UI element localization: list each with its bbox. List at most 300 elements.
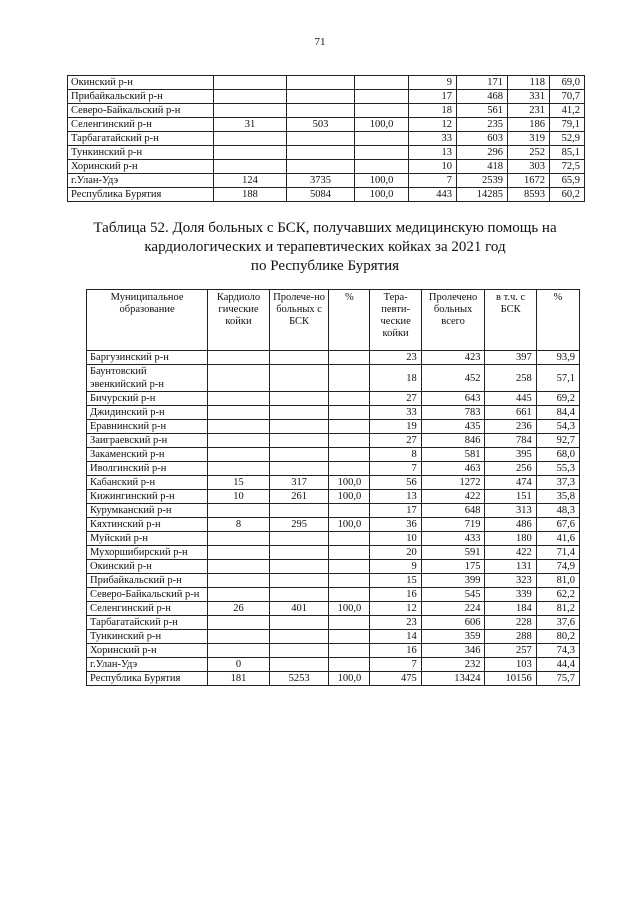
table-cell: 37,6 bbox=[536, 616, 579, 630]
column-header: Тера-певти-ческие койки bbox=[370, 290, 421, 351]
table-cell: 295 bbox=[269, 518, 329, 532]
table-cell: 7 bbox=[370, 462, 421, 476]
table-row bbox=[68, 90, 585, 104]
table-cell bbox=[287, 104, 355, 118]
table-cell: 181 bbox=[208, 672, 270, 686]
table-cell bbox=[214, 90, 287, 104]
column-header: Кардиоло гические койки bbox=[208, 290, 270, 351]
table-cell: 303 bbox=[508, 160, 550, 174]
table-cell bbox=[269, 532, 329, 546]
table-row bbox=[68, 76, 585, 90]
table-row bbox=[87, 616, 580, 630]
row-label-cell: Иволгинский р-н bbox=[87, 462, 208, 476]
row-label-cell: Мухоршибирский р-н bbox=[87, 546, 208, 560]
table-cell: 8593 bbox=[508, 188, 550, 202]
table-row bbox=[87, 672, 580, 686]
table-cell: 235 bbox=[457, 118, 508, 132]
table-cell: 62,2 bbox=[536, 588, 579, 602]
table-cell: 5084 bbox=[287, 188, 355, 202]
table-row bbox=[87, 574, 580, 588]
row-label-cell: Тункинский р-н bbox=[68, 146, 214, 160]
table-cell: 14 bbox=[370, 630, 421, 644]
table-cell: 93,9 bbox=[536, 351, 579, 365]
table-cell: 79,1 bbox=[550, 118, 585, 132]
table-cell: 18 bbox=[370, 365, 421, 392]
page-number: 71 bbox=[314, 36, 326, 48]
table-cell bbox=[329, 560, 370, 574]
row-label-cell: Кабанский р-н bbox=[87, 476, 208, 490]
table-cell: 68,0 bbox=[536, 448, 579, 462]
table-cell bbox=[355, 146, 409, 160]
table-cell: 1272 bbox=[421, 476, 485, 490]
table-row bbox=[68, 188, 585, 202]
table-cell: 784 bbox=[485, 434, 536, 448]
table-cell: 224 bbox=[421, 602, 485, 616]
table-cell: 100,0 bbox=[355, 118, 409, 132]
table-cell: 1672 bbox=[508, 174, 550, 188]
table-cell bbox=[208, 351, 270, 365]
table-cell bbox=[329, 574, 370, 588]
table-cell: 486 bbox=[485, 518, 536, 532]
table-cell: 418 bbox=[457, 160, 508, 174]
table-cell: 7 bbox=[370, 658, 421, 672]
table-cell: 468 bbox=[457, 90, 508, 104]
table-cell: 474 bbox=[485, 476, 536, 490]
table-cell bbox=[329, 658, 370, 672]
table-cell: 20 bbox=[370, 546, 421, 560]
table-cell: 445 bbox=[485, 392, 536, 406]
table-cell: 257 bbox=[485, 644, 536, 658]
table-cell bbox=[287, 90, 355, 104]
table-cell: 228 bbox=[485, 616, 536, 630]
table-cell bbox=[329, 504, 370, 518]
table-cell: 70,7 bbox=[550, 90, 585, 104]
row-label-cell: Тарбагатайский р-н bbox=[87, 616, 208, 630]
table-cell: 52,9 bbox=[550, 132, 585, 146]
row-label-cell: Курумканский р-н bbox=[87, 504, 208, 518]
table-cell bbox=[208, 644, 270, 658]
table-cell bbox=[329, 365, 370, 392]
table-cell: 399 bbox=[421, 574, 485, 588]
table-cell: 288 bbox=[485, 630, 536, 644]
caption-line-2: кардиологических и терапевтических койках за 2021 год bbox=[144, 239, 506, 255]
table-cell: 41,2 bbox=[550, 104, 585, 118]
table-cell: 401 bbox=[269, 602, 329, 616]
table-cell bbox=[329, 406, 370, 420]
table-cell bbox=[269, 504, 329, 518]
table-cell: 188 bbox=[214, 188, 287, 202]
table-cell bbox=[269, 588, 329, 602]
table-header-row bbox=[87, 290, 580, 351]
table-cell bbox=[214, 132, 287, 146]
table-cell bbox=[269, 644, 329, 658]
row-label-cell: Республика Бурятия bbox=[68, 188, 214, 202]
table-cell bbox=[329, 546, 370, 560]
table-cell: 171 bbox=[457, 76, 508, 90]
table-cell: 13 bbox=[409, 146, 457, 160]
table-cell: 186 bbox=[508, 118, 550, 132]
row-label-cell: Бичурский р-н bbox=[87, 392, 208, 406]
row-label-cell: Тункинский р-н bbox=[87, 630, 208, 644]
table-cell: 339 bbox=[485, 588, 536, 602]
table-cell bbox=[287, 146, 355, 160]
table-cell: 7 bbox=[409, 174, 457, 188]
table-cell bbox=[208, 574, 270, 588]
table-cell bbox=[329, 392, 370, 406]
table-cell bbox=[355, 104, 409, 118]
table-cell bbox=[208, 560, 270, 574]
table-cell: 261 bbox=[269, 490, 329, 504]
table-cell: 44,4 bbox=[536, 658, 579, 672]
table-cell: 100,0 bbox=[329, 476, 370, 490]
caption-line-3: по Республике Бурятия bbox=[250, 258, 400, 274]
table-cell: 603 bbox=[457, 132, 508, 146]
table-cell: 23 bbox=[370, 616, 421, 630]
table-cell: 67,6 bbox=[536, 518, 579, 532]
table-cell: 296 bbox=[457, 146, 508, 160]
table-cell: 232 bbox=[421, 658, 485, 672]
table-cell: 606 bbox=[421, 616, 485, 630]
column-header: Пролечено больных всего bbox=[421, 290, 485, 351]
table-row bbox=[68, 146, 585, 160]
table-cell: 35,8 bbox=[536, 490, 579, 504]
table-cell: 331 bbox=[508, 90, 550, 104]
row-label-cell: Закаменский р-н bbox=[87, 448, 208, 462]
table-cell: 100,0 bbox=[355, 188, 409, 202]
table-row bbox=[87, 630, 580, 644]
row-label-cell: Еравнинский р-н bbox=[87, 420, 208, 434]
table-cell: 13 bbox=[370, 490, 421, 504]
row-label-cell: Тарбагатайский р-н bbox=[68, 132, 214, 146]
table-cell bbox=[329, 644, 370, 658]
table-cell: 8 bbox=[370, 448, 421, 462]
table-cell bbox=[269, 574, 329, 588]
table-row bbox=[87, 560, 580, 574]
row-label-cell: Кяхтинский р-н bbox=[87, 518, 208, 532]
table-cell bbox=[329, 462, 370, 476]
table-cell: 57,1 bbox=[536, 365, 579, 392]
table-cell: 100,0 bbox=[329, 518, 370, 532]
table-caption bbox=[60, 219, 590, 276]
table-cell: 131 bbox=[485, 560, 536, 574]
table-cell: 783 bbox=[421, 406, 485, 420]
table-row bbox=[87, 490, 580, 504]
table-cell: 359 bbox=[421, 630, 485, 644]
table-cell bbox=[269, 616, 329, 630]
column-header: Муниципальное образование bbox=[87, 290, 208, 351]
table-row bbox=[87, 392, 580, 406]
table-cell: 463 bbox=[421, 462, 485, 476]
table-cell: 19 bbox=[370, 420, 421, 434]
table-cell: 69,0 bbox=[550, 76, 585, 90]
row-label-cell: Прибайкальский р-н bbox=[87, 574, 208, 588]
table-row bbox=[68, 104, 585, 118]
table-cell: 397 bbox=[485, 351, 536, 365]
table-cell bbox=[269, 560, 329, 574]
row-label-cell: Муйский р-н bbox=[87, 532, 208, 546]
table-cell: 545 bbox=[421, 588, 485, 602]
table-row bbox=[68, 118, 585, 132]
table-cell: 54,3 bbox=[536, 420, 579, 434]
table-cell: 84,4 bbox=[536, 406, 579, 420]
table-row bbox=[87, 462, 580, 476]
table-cell bbox=[208, 532, 270, 546]
table-cell bbox=[269, 546, 329, 560]
table-cell: 100,0 bbox=[355, 174, 409, 188]
table-row bbox=[87, 406, 580, 420]
table-cell: 100,0 bbox=[329, 602, 370, 616]
table-cell: 346 bbox=[421, 644, 485, 658]
table-cell: 118 bbox=[508, 76, 550, 90]
row-label-cell: Селенгинский р-н bbox=[68, 118, 214, 132]
table-cell: 433 bbox=[421, 532, 485, 546]
table-cell: 31 bbox=[214, 118, 287, 132]
table-cell: 591 bbox=[421, 546, 485, 560]
column-header: в т.ч. с БСК bbox=[485, 290, 536, 351]
table-cell bbox=[269, 420, 329, 434]
table-cell: 41,6 bbox=[536, 532, 579, 546]
table-cell bbox=[214, 160, 287, 174]
table-cell bbox=[269, 365, 329, 392]
column-header: % bbox=[329, 290, 370, 351]
row-label-cell: Окинский р-н bbox=[87, 560, 208, 574]
table-cell: 256 bbox=[485, 462, 536, 476]
table-cell: 23 bbox=[370, 351, 421, 365]
table-cell bbox=[269, 406, 329, 420]
row-label-cell: Кижингинский р-н bbox=[87, 490, 208, 504]
table-cell bbox=[355, 160, 409, 174]
table-cell bbox=[329, 588, 370, 602]
table-cell: 8 bbox=[208, 518, 270, 532]
table-cell bbox=[287, 132, 355, 146]
table-cell bbox=[269, 658, 329, 672]
row-label-cell: Баргузинский р-н bbox=[87, 351, 208, 365]
table-cell: 74,3 bbox=[536, 644, 579, 658]
table-cell: 2539 bbox=[457, 174, 508, 188]
row-label-cell: Северо-Байкальский р-н bbox=[68, 104, 214, 118]
table-row bbox=[87, 532, 580, 546]
table-cell: 100,0 bbox=[329, 672, 370, 686]
table-cell bbox=[329, 630, 370, 644]
table-cell: 151 bbox=[485, 490, 536, 504]
table-cell bbox=[208, 546, 270, 560]
table-row bbox=[87, 518, 580, 532]
table-cell bbox=[269, 448, 329, 462]
row-label-cell: Хоринский р-н bbox=[68, 160, 214, 174]
table-cell: 175 bbox=[421, 560, 485, 574]
table-cell bbox=[214, 104, 287, 118]
table-cell: 16 bbox=[370, 644, 421, 658]
table-cell: 14285 bbox=[457, 188, 508, 202]
table-cell: 85,1 bbox=[550, 146, 585, 160]
table-cell: 643 bbox=[421, 392, 485, 406]
table-cell bbox=[329, 532, 370, 546]
table-cell bbox=[355, 90, 409, 104]
table-cell bbox=[355, 76, 409, 90]
table-cell: 72,5 bbox=[550, 160, 585, 174]
table-row bbox=[87, 504, 580, 518]
table-cell bbox=[269, 351, 329, 365]
row-label-cell: Прибайкальский р-н bbox=[68, 90, 214, 104]
table-cell bbox=[269, 462, 329, 476]
row-label-cell: Заиграевский р-н bbox=[87, 434, 208, 448]
table-row bbox=[87, 351, 580, 365]
table-cell: 9 bbox=[370, 560, 421, 574]
table-cell: 48,3 bbox=[536, 504, 579, 518]
table-cell: 55,3 bbox=[536, 462, 579, 476]
table-cell: 846 bbox=[421, 434, 485, 448]
table-cell: 423 bbox=[421, 351, 485, 365]
table-cell: 236 bbox=[485, 420, 536, 434]
table-cell: 0 bbox=[208, 658, 270, 672]
table-cell: 184 bbox=[485, 602, 536, 616]
table-cell bbox=[208, 588, 270, 602]
table-cell: 452 bbox=[421, 365, 485, 392]
table-cell: 69,2 bbox=[536, 392, 579, 406]
table-row bbox=[68, 132, 585, 146]
table-row bbox=[87, 644, 580, 658]
table-cell: 581 bbox=[421, 448, 485, 462]
table-cell: 80,2 bbox=[536, 630, 579, 644]
table-cell: 71,4 bbox=[536, 546, 579, 560]
table-row bbox=[87, 448, 580, 462]
table-row bbox=[68, 160, 585, 174]
table-cell: 60,2 bbox=[550, 188, 585, 202]
table-cell: 15 bbox=[370, 574, 421, 588]
table-cell: 475 bbox=[370, 672, 421, 686]
row-label-cell: Баунтовский эвенкийский р-н bbox=[87, 365, 208, 392]
table-cell bbox=[329, 434, 370, 448]
table-cell bbox=[208, 616, 270, 630]
row-label-cell: г.Улан-Удэ bbox=[87, 658, 208, 672]
table-cell: 422 bbox=[421, 490, 485, 504]
table-row bbox=[87, 602, 580, 616]
table-cell: 27 bbox=[370, 434, 421, 448]
table-cell: 10156 bbox=[485, 672, 536, 686]
table-cell: 26 bbox=[208, 602, 270, 616]
table-cell: 435 bbox=[421, 420, 485, 434]
table-cell bbox=[208, 434, 270, 448]
row-label-cell: Джидинский р-н bbox=[87, 406, 208, 420]
table-cell: 5253 bbox=[269, 672, 329, 686]
table-cell: 661 bbox=[485, 406, 536, 420]
table-52 bbox=[86, 289, 580, 686]
row-label-cell: Селенгинский р-н bbox=[87, 602, 208, 616]
table-row bbox=[87, 588, 580, 602]
table-cell: 37,3 bbox=[536, 476, 579, 490]
table-cell bbox=[214, 76, 287, 90]
table-cell: 503 bbox=[287, 118, 355, 132]
table-cell bbox=[208, 504, 270, 518]
table-cell: 422 bbox=[485, 546, 536, 560]
table-row bbox=[87, 658, 580, 672]
table-cell: 561 bbox=[457, 104, 508, 118]
table-cell: 10 bbox=[208, 490, 270, 504]
table-cell: 33 bbox=[370, 406, 421, 420]
table-cell: 258 bbox=[485, 365, 536, 392]
table-cell bbox=[208, 420, 270, 434]
table-cell: 100,0 bbox=[329, 490, 370, 504]
table-cell bbox=[287, 76, 355, 90]
table-cell: 313 bbox=[485, 504, 536, 518]
table-cell bbox=[329, 351, 370, 365]
table-cell bbox=[329, 448, 370, 462]
table-row bbox=[87, 365, 580, 392]
caption-line-1: Таблица 52. Доля больных с БСК, получавших медицинскую помощь на bbox=[93, 220, 557, 236]
table-cell bbox=[208, 462, 270, 476]
table-cell: 3735 bbox=[287, 174, 355, 188]
table-cell: 18 bbox=[409, 104, 457, 118]
column-header: Пролече-но больных с БСК bbox=[269, 290, 329, 351]
table-cell: 231 bbox=[508, 104, 550, 118]
table-row bbox=[87, 476, 580, 490]
table-cell: 36 bbox=[370, 518, 421, 532]
table-cell: 92,7 bbox=[536, 434, 579, 448]
table-cell bbox=[355, 132, 409, 146]
table-cell: 443 bbox=[409, 188, 457, 202]
table-cell: 65,9 bbox=[550, 174, 585, 188]
table-cell: 27 bbox=[370, 392, 421, 406]
table-cell: 74,9 bbox=[536, 560, 579, 574]
table-cell: 10 bbox=[370, 532, 421, 546]
table-cell bbox=[208, 365, 270, 392]
table-cell: 56 bbox=[370, 476, 421, 490]
table-cell: 81,2 bbox=[536, 602, 579, 616]
row-label-cell: г.Улан-Удэ bbox=[68, 174, 214, 188]
row-label-cell: Окинский р-н bbox=[68, 76, 214, 90]
table-cell bbox=[329, 616, 370, 630]
table-cell: 395 bbox=[485, 448, 536, 462]
table-cell: 317 bbox=[269, 476, 329, 490]
table-continued bbox=[67, 75, 585, 202]
column-header: % bbox=[536, 290, 579, 351]
table-cell bbox=[208, 406, 270, 420]
table-cell bbox=[208, 392, 270, 406]
table-cell: 17 bbox=[409, 90, 457, 104]
table-cell: 180 bbox=[485, 532, 536, 546]
table-cell: 9 bbox=[409, 76, 457, 90]
table-cell bbox=[269, 392, 329, 406]
table-cell: 648 bbox=[421, 504, 485, 518]
table-cell bbox=[329, 420, 370, 434]
table-cell: 15 bbox=[208, 476, 270, 490]
table-cell: 323 bbox=[485, 574, 536, 588]
table-row bbox=[87, 434, 580, 448]
table-row bbox=[68, 174, 585, 188]
table-cell: 124 bbox=[214, 174, 287, 188]
table-cell bbox=[287, 160, 355, 174]
table-cell: 81,0 bbox=[536, 574, 579, 588]
table-cell: 13424 bbox=[421, 672, 485, 686]
table-cell: 252 bbox=[508, 146, 550, 160]
table-cell bbox=[214, 146, 287, 160]
table-row bbox=[87, 420, 580, 434]
table-row bbox=[87, 546, 580, 560]
row-label-cell: Республика Бурятия bbox=[87, 672, 208, 686]
table-cell bbox=[269, 630, 329, 644]
table-cell bbox=[269, 434, 329, 448]
table-cell: 75,7 bbox=[536, 672, 579, 686]
table-cell bbox=[208, 448, 270, 462]
table-cell bbox=[208, 630, 270, 644]
row-label-cell: Хоринский р-н bbox=[87, 644, 208, 658]
table-cell: 319 bbox=[508, 132, 550, 146]
table-cell: 33 bbox=[409, 132, 457, 146]
table-cell: 12 bbox=[370, 602, 421, 616]
table-cell: 719 bbox=[421, 518, 485, 532]
table-cell: 17 bbox=[370, 504, 421, 518]
row-label-cell: Северо-Байкальский р-н bbox=[87, 588, 208, 602]
